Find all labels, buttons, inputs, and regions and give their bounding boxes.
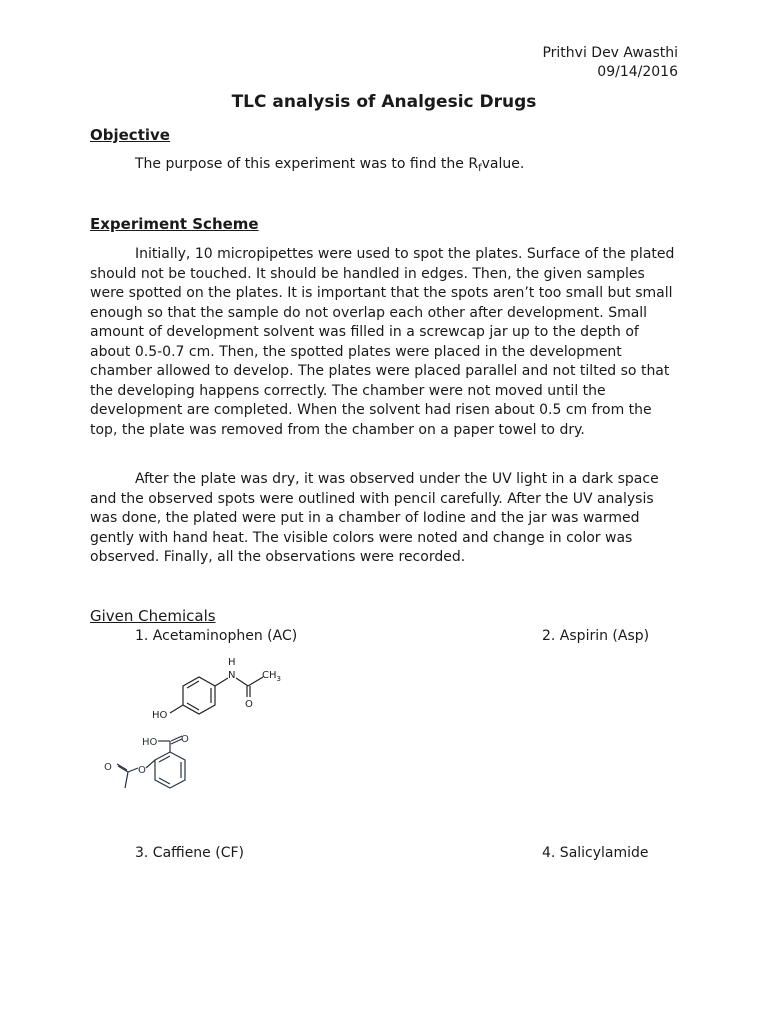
acetaminophen-o-label: O (245, 699, 253, 710)
aspirin-ester-o-label: O (138, 765, 146, 776)
experiment-scheme-heading: Experiment Scheme (90, 215, 259, 233)
scheme-paragraph-2: After the plate was dry, it was observed under the UV light in a dark space and the observed spots were outlined with pencil carefully. After the UV analysis was done, the plated were put in a chamber of Iodine and the jar was warmed gently with hand heat. The visible colors were noted and change in color was observed. Finally, all the observations were recorded. (90, 471, 659, 565)
chemical-item-aspirin: 2. Aspirin (Asp) (542, 628, 650, 644)
given-chemicals-heading: Given Chemicals (90, 607, 216, 625)
report-date: 09/14/2016 (597, 64, 678, 80)
author-name: Prithvi Dev Awasthi (542, 45, 678, 61)
rf-subscript: f (478, 163, 482, 174)
author-date-block (542, 44, 678, 82)
aspirin-acid-o-label: O (181, 734, 189, 745)
objective-text (135, 155, 695, 179)
objective-heading: Objective (90, 126, 170, 144)
chemical-item-acetaminophen: 1. Acetaminophen (AC) (135, 628, 298, 644)
document-title: TLC analysis of Analgesic Drugs (231, 92, 537, 112)
acetaminophen-h-label: H (228, 657, 236, 668)
acetaminophen-ho-label: HO (152, 710, 168, 721)
objective-text-main: The purpose of this experiment was to find the R (135, 156, 479, 172)
acetaminophen-n-label: N (228, 670, 236, 681)
aspirin-structure (100, 728, 200, 806)
aspirin-carbonyl-o-label: O (104, 762, 112, 773)
scheme-paragraph-1: Initially, 10 micropipettes were used to spot the plates. Surface of the plated should not be touched. It should be handled in edges. Then, the given samples were spotted on the plates. It is important that the spots aren’t too small but small enough so that the sample do not overlap each other after development. Small amount of development solvent was filled in a screwcap jar up to the depth of about 0.5-0.7 cm. Then, the spotted plates were placed in the development chamber allowed to develop. The plates were placed parallel and not tilted so that the developing happens correctly. The chamber were not moved until the development are completed. When the solvent had risen about 0.5 cm from the top, the plate was removed from the chamber on a paper towel to dry. (90, 246, 675, 438)
chemical-item-salicylamide: 4. Salicylamide (542, 845, 649, 861)
chemical-item-caffiene: 3. Caffiene (CF) (135, 845, 244, 861)
objective-text-end: value. (481, 156, 525, 172)
acetaminophen-ch3-label: $CH_3$ (262, 670, 281, 683)
acetaminophen-structure (148, 654, 280, 722)
aspirin-ho-label: HO (142, 737, 158, 748)
